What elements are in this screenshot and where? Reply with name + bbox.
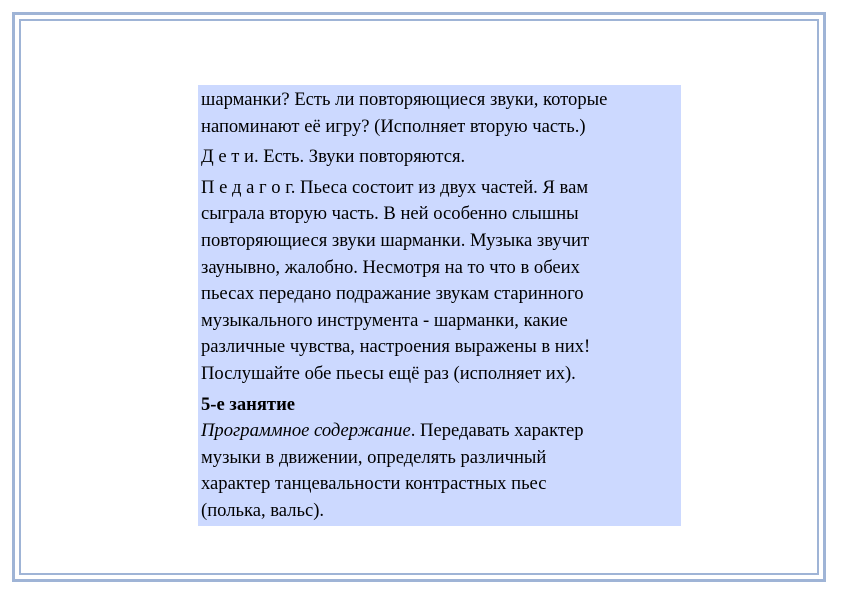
text-line xyxy=(201,418,679,445)
program-content-label: Программное содержание xyxy=(201,420,411,442)
text-line: различные чувства, настроения выражены в них! xyxy=(201,336,591,358)
text-line: повторяющиеся звуки шарманки. Музыка звучит xyxy=(201,229,590,251)
text-line xyxy=(201,175,679,202)
text-line: заунывно, жалобно. Несмотря на то что в обеих xyxy=(201,256,580,278)
text-line: характер танцевальности контрастных пьес xyxy=(201,473,547,495)
paragraph-teacher xyxy=(201,175,679,388)
text-line: шарманки? Есть ли повторяющиеся звуки, которые xyxy=(201,89,608,110)
text-line: (полька, вальс). xyxy=(201,499,325,521)
speaker-teacher: П е д а г о г. xyxy=(201,176,296,198)
paragraph-children-reply xyxy=(201,144,679,171)
program-content-text: . Передавать характер xyxy=(410,420,584,442)
text-box xyxy=(198,85,681,526)
text-line: сыграла вторую часть. В ней особенно слышны xyxy=(201,203,579,225)
reply-text: Есть. Звуки повторяются. xyxy=(258,146,466,168)
text-line: Послушайте обе пьесы ещё раз (исполняет их). xyxy=(201,362,576,384)
lesson-section xyxy=(201,392,679,525)
text-line: напоминают её игру? (Исполняет вторую часть.) xyxy=(201,115,586,137)
speaker-children: Д е т и. xyxy=(201,146,259,168)
text-line: музыки в движении, определять различный xyxy=(201,446,547,468)
text-line: музыкального инструмента - шарманки, какие xyxy=(201,309,568,331)
text-line: пьесах передано подражание звукам старинного xyxy=(201,283,584,305)
teacher-text: Пьеса состоит из двух частей. Я вам xyxy=(295,176,589,198)
paragraph-question xyxy=(201,87,679,140)
lesson-heading: 5-е занятие xyxy=(201,393,296,415)
text-line xyxy=(201,144,679,171)
